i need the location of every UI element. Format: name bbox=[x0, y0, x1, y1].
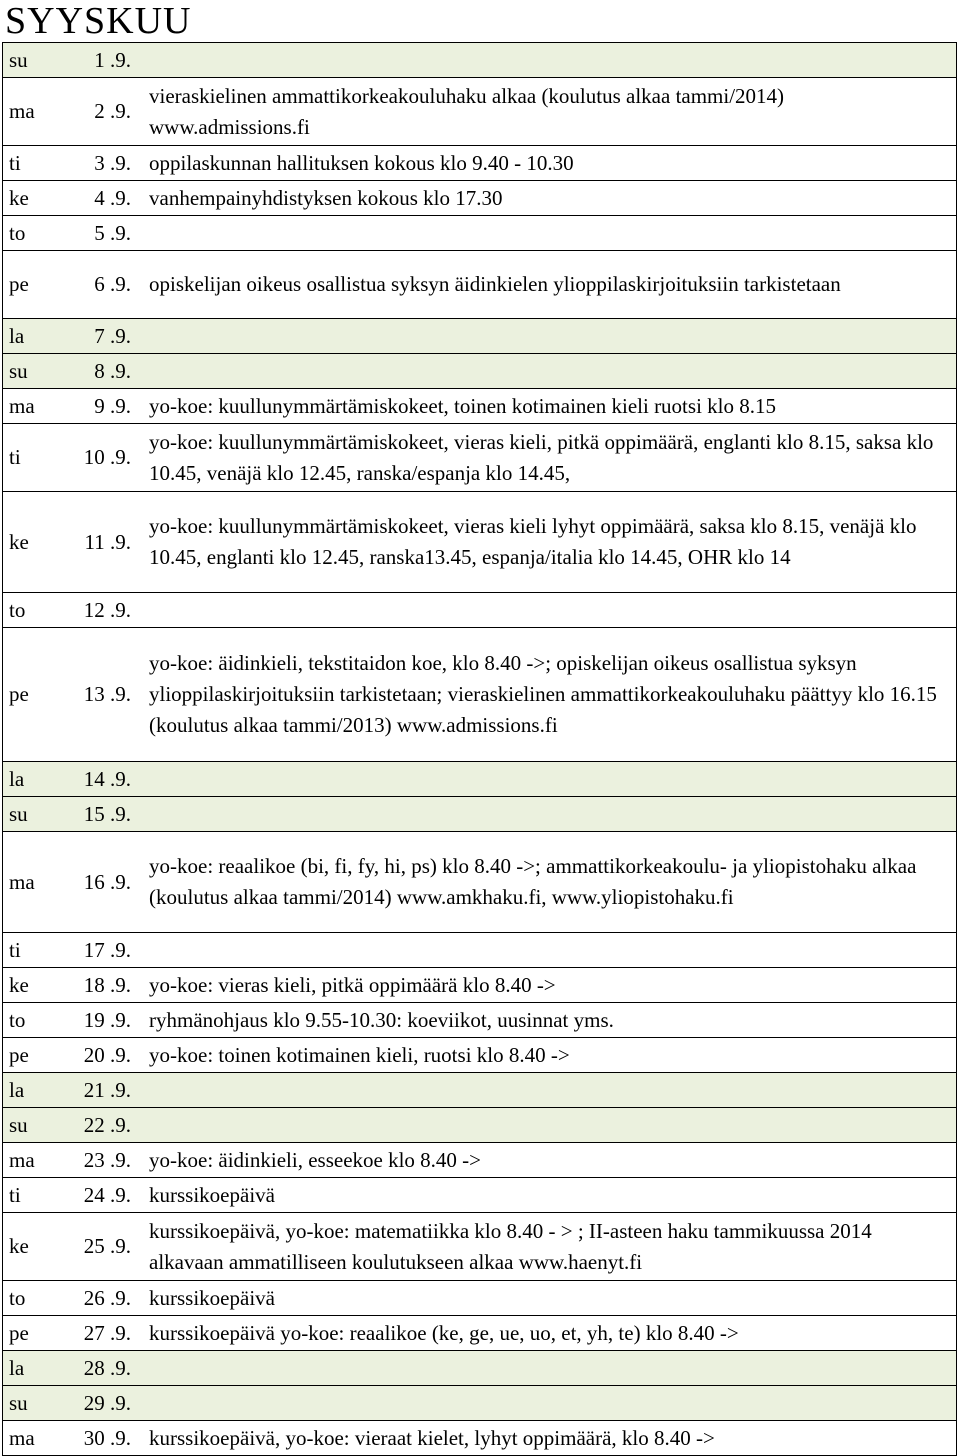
weekday-cell: ma bbox=[3, 78, 68, 146]
event-cell: yo-koe: äidinkieli, esseekoe klo 8.40 -> bbox=[139, 1143, 957, 1178]
date-cell: 24 .9. bbox=[67, 1178, 139, 1213]
date-cell: 26 .9. bbox=[67, 1281, 139, 1316]
calendar-row bbox=[3, 593, 957, 628]
weekday-cell: ti bbox=[3, 933, 68, 968]
event-cell: yo-koe: kuullunymmärtämiskokeet, vieras kieli lyhyt oppimäärä, saksa klo 8.15, venäjä klo 10.45, englanti klo 12.45, ranska13.45, espanja/italia klo 14.45, OHR klo 14 bbox=[139, 492, 957, 593]
weekday-cell: ke bbox=[3, 492, 68, 593]
month-title: SYYSKUU bbox=[5, 0, 192, 42]
weekday-cell: ke bbox=[3, 181, 68, 216]
event-cell: kurssikoepäivä bbox=[139, 1178, 957, 1213]
calendar-row bbox=[3, 1003, 957, 1038]
weekday-cell: ma bbox=[3, 1143, 68, 1178]
event-cell bbox=[139, 1386, 957, 1421]
weekday-cell: la bbox=[3, 1351, 68, 1386]
weekday-cell: su bbox=[3, 1108, 68, 1143]
weekday-cell: pe bbox=[3, 1038, 68, 1073]
calendar-row bbox=[3, 1108, 957, 1143]
date-cell: 10 .9. bbox=[67, 424, 139, 492]
event-cell bbox=[139, 354, 957, 389]
calendar-row bbox=[3, 1073, 957, 1108]
calendar-row bbox=[3, 797, 957, 832]
date-cell: 15 .9. bbox=[67, 797, 139, 832]
weekday-cell: to bbox=[3, 216, 68, 251]
weekday-cell: ti bbox=[3, 424, 68, 492]
calendar-row bbox=[3, 1351, 957, 1386]
event-cell: ryhmänohjaus klo 9.55-10.30: koeviikot, uusinnat yms. bbox=[139, 1003, 957, 1038]
weekday-cell: pe bbox=[3, 1316, 68, 1351]
event-cell: kurssikoepäivä bbox=[139, 1281, 957, 1316]
weekday-cell: su bbox=[3, 354, 68, 389]
date-cell: 9 .9. bbox=[67, 389, 139, 424]
date-cell: 12 .9. bbox=[67, 593, 139, 628]
weekday-cell: ke bbox=[3, 968, 68, 1003]
weekday-cell: to bbox=[3, 1281, 68, 1316]
event-cell: opiskelijan oikeus osallistua syksyn äidinkielen ylioppilaskirjoituksiin tarkistetaan bbox=[139, 251, 957, 319]
date-cell: 13 .9. bbox=[67, 628, 139, 762]
calendar-row bbox=[3, 492, 957, 593]
event-cell bbox=[139, 1108, 957, 1143]
date-cell: 18 .9. bbox=[67, 968, 139, 1003]
event-cell: oppilaskunnan hallituksen kokous klo 9.40 - 10.30 bbox=[139, 146, 957, 181]
event-cell bbox=[139, 319, 957, 354]
date-cell: 21 .9. bbox=[67, 1073, 139, 1108]
date-cell: 19 .9. bbox=[67, 1003, 139, 1038]
event-cell: yo-koe: äidinkieli, tekstitaidon koe, klo 8.40 ->; opiskelijan oikeus osallistua syksyn ylioppilaskirjoituksiin tarkistetaan; vieraskielinen ammattikorkeakouluhaku päättyy klo 16.15 (koulutus alkaa tammi/2013) www.admissions.fi bbox=[139, 628, 957, 762]
calendar-row bbox=[3, 1213, 957, 1281]
weekday-cell: la bbox=[3, 319, 68, 354]
calendar-row bbox=[3, 216, 957, 251]
weekday-cell: pe bbox=[3, 251, 68, 319]
date-cell: 20 .9. bbox=[67, 1038, 139, 1073]
calendar-row bbox=[3, 832, 957, 933]
calendar-row bbox=[3, 628, 957, 762]
date-cell: 11 .9. bbox=[67, 492, 139, 593]
date-cell: 1 .9. bbox=[67, 43, 139, 78]
event-cell: vieraskielinen ammattikorkeakouluhaku alkaa (koulutus alkaa tammi/2014) www.admissions.fi bbox=[139, 78, 957, 146]
date-cell: 5 .9. bbox=[67, 216, 139, 251]
date-cell: 3 .9. bbox=[67, 146, 139, 181]
date-cell: 23 .9. bbox=[67, 1143, 139, 1178]
calendar-row bbox=[3, 146, 957, 181]
date-cell: 4 .9. bbox=[67, 181, 139, 216]
date-cell: 14 .9. bbox=[67, 762, 139, 797]
event-cell: yo-koe: toinen kotimainen kieli, ruotsi klo 8.40 -> bbox=[139, 1038, 957, 1073]
date-cell: 22 .9. bbox=[67, 1108, 139, 1143]
calendar-row bbox=[3, 1038, 957, 1073]
weekday-cell: su bbox=[3, 43, 68, 78]
date-cell: 30 .9. bbox=[67, 1421, 139, 1456]
calendar-row bbox=[3, 1316, 957, 1351]
calendar-row bbox=[3, 251, 957, 319]
weekday-cell: to bbox=[3, 593, 68, 628]
calendar-row bbox=[3, 1421, 957, 1456]
event-cell bbox=[139, 1351, 957, 1386]
calendar-table bbox=[2, 42, 957, 1456]
calendar-row bbox=[3, 43, 957, 78]
event-cell: kurssikoepäivä, yo-koe: matematiikka klo 8.40 - > ; II-asteen haku tammikuussa 2014 alkavaan ammatilliseen koulutukseen alkaa www.haenyt.fi bbox=[139, 1213, 957, 1281]
calendar-row bbox=[3, 354, 957, 389]
calendar-row bbox=[3, 181, 957, 216]
event-cell bbox=[139, 933, 957, 968]
calendar-row bbox=[3, 389, 957, 424]
calendar-row bbox=[3, 1386, 957, 1421]
weekday-cell: ma bbox=[3, 1421, 68, 1456]
weekday-cell: to bbox=[3, 1003, 68, 1038]
calendar-row bbox=[3, 968, 957, 1003]
event-cell bbox=[139, 216, 957, 251]
event-cell: yo-koe: vieras kieli, pitkä oppimäärä klo 8.40 -> bbox=[139, 968, 957, 1003]
event-cell: kurssikoepäivä, yo-koe: vieraat kielet, lyhyt oppimäärä, klo 8.40 -> bbox=[139, 1421, 957, 1456]
event-cell: yo-koe: reaalikoe (bi, fi, fy, hi, ps) klo 8.40 ->; ammattikorkeakoulu- ja yliopistohaku alkaa (koulutus alkaa tammi/2014) www.amkhaku.fi, www.yliopistohaku.fi bbox=[139, 832, 957, 933]
calendar-row bbox=[3, 933, 957, 968]
calendar-row bbox=[3, 1281, 957, 1316]
weekday-cell: pe bbox=[3, 628, 68, 762]
date-cell: 27 .9. bbox=[67, 1316, 139, 1351]
weekday-cell: ke bbox=[3, 1213, 68, 1281]
calendar-row bbox=[3, 762, 957, 797]
weekday-cell: la bbox=[3, 762, 68, 797]
calendar-row bbox=[3, 319, 957, 354]
event-cell bbox=[139, 593, 957, 628]
event-cell: yo-koe: kuullunymmärtämiskokeet, toinen kotimainen kieli ruotsi klo 8.15 bbox=[139, 389, 957, 424]
event-cell: yo-koe: kuullunymmärtämiskokeet, vieras kieli, pitkä oppimäärä, englanti klo 8.15, saksa klo 10.45, venäjä klo 12.45, ranska/espanja klo 14.45, bbox=[139, 424, 957, 492]
weekday-cell: la bbox=[3, 1073, 68, 1108]
event-cell: kurssikoepäivä yo-koe: reaalikoe (ke, ge, ue, uo, et, yh, te) klo 8.40 -> bbox=[139, 1316, 957, 1351]
date-cell: 16 .9. bbox=[67, 832, 139, 933]
weekday-cell: ma bbox=[3, 832, 68, 933]
date-cell: 8 .9. bbox=[67, 354, 139, 389]
date-cell: 17 .9. bbox=[67, 933, 139, 968]
date-cell: 25 .9. bbox=[67, 1213, 139, 1281]
event-cell bbox=[139, 762, 957, 797]
weekday-cell: su bbox=[3, 1386, 68, 1421]
weekday-cell: ti bbox=[3, 146, 68, 181]
date-cell: 7 .9. bbox=[67, 319, 139, 354]
event-cell bbox=[139, 43, 957, 78]
event-cell: vanhempainyhdistyksen kokous klo 17.30 bbox=[139, 181, 957, 216]
weekday-cell: ma bbox=[3, 389, 68, 424]
calendar-row bbox=[3, 1143, 957, 1178]
date-cell: 29 .9. bbox=[67, 1386, 139, 1421]
calendar-row bbox=[3, 1178, 957, 1213]
event-cell bbox=[139, 797, 957, 832]
weekday-cell: su bbox=[3, 797, 68, 832]
calendar-row bbox=[3, 78, 957, 146]
weekday-cell: ti bbox=[3, 1178, 68, 1213]
date-cell: 2 .9. bbox=[67, 78, 139, 146]
calendar-row bbox=[3, 424, 957, 492]
date-cell: 6 .9. bbox=[67, 251, 139, 319]
event-cell bbox=[139, 1073, 957, 1108]
date-cell: 28 .9. bbox=[67, 1351, 139, 1386]
